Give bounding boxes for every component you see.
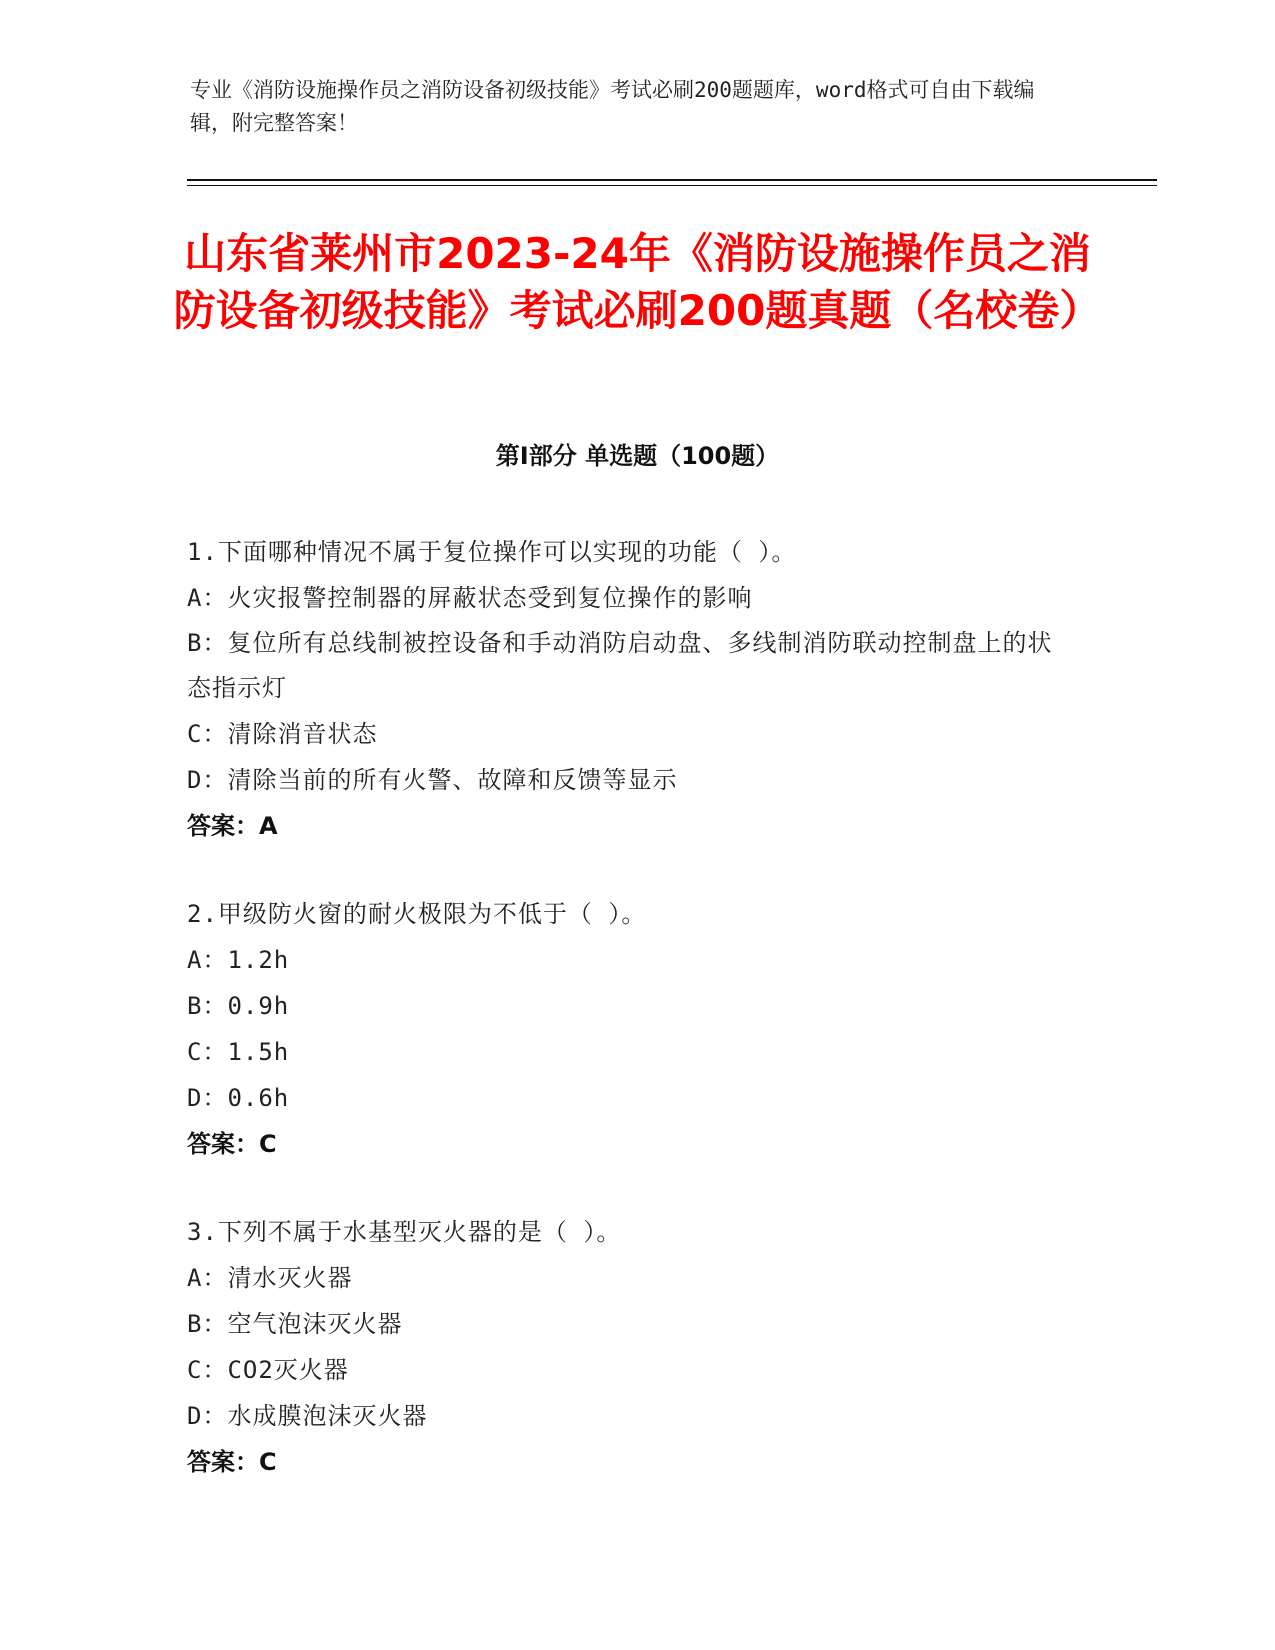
question-stem: 1.下面哪种情况不属于复位操作可以实现的功能（ ）。 [187,538,797,566]
question-1 [187,529,1077,849]
option-c: C：清除消音状态 [187,720,378,748]
option-d: D：水成膜泡沫灭火器 [187,1402,428,1430]
option-b: B：复位所有总线制被控设备和手动消防启动盘、多线制消防联动控制盘上的状态指示灯 [187,629,1053,702]
question-stem: 3.下列不属于水基型灭火器的是（ ）。 [187,1218,622,1246]
header-note: 专业《消防设施操作员之消防设备初级技能》考试必刷200题题库，word格式可自由下载编辑，附完整答案！ [190,78,1035,135]
header-rule-thick [187,179,1157,181]
option-b: B：空气泡沫灭火器 [187,1310,403,1338]
question-2 [187,891,1077,1167]
option-c: C：CO2灭火器 [187,1356,349,1384]
option-c: C：1.5h [187,1038,290,1066]
option-a: A：1.2h [187,946,290,974]
question-3 [187,1209,1077,1485]
option-a: A：火灾报警控制器的屏蔽状态受到复位操作的影响 [187,584,753,612]
document-title: 山东省莱州市2023-24年《消防设施操作员之消防设备初级技能》考试必刷200题真题（名校卷） [173,229,1102,335]
question-stem: 2.甲级防火窗的耐火极限为不低于（ ）。 [187,900,647,928]
answer: 答案：A [187,812,278,840]
option-d: D：清除当前的所有火警、故障和反馈等显示 [187,766,678,794]
option-b: B：0.9h [187,992,290,1020]
header-rule-thin [187,185,1157,186]
answer: 答案：C [187,1130,277,1158]
option-a: A：清水灭火器 [187,1264,353,1292]
question-list [187,529,1077,1527]
option-d: D：0.6h [187,1084,290,1112]
answer: 答案：C [187,1448,277,1476]
section-heading: 第I部分 单选题（100题） [495,442,780,470]
